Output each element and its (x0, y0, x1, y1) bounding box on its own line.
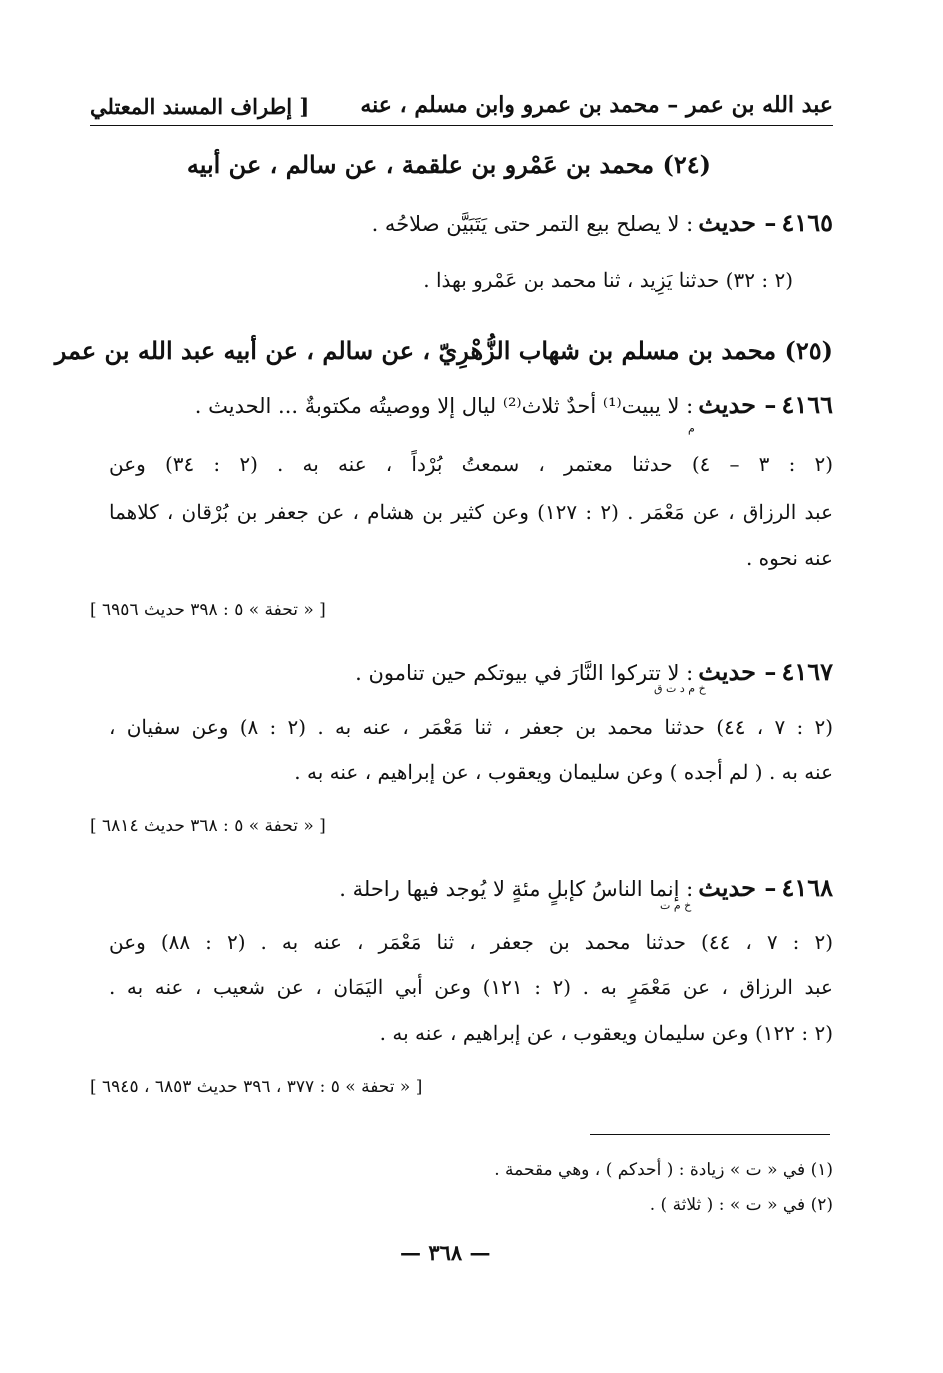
hadith-4167-chain-line-1: (٢ : ٧ ، ٤٤) حدثنا محمد بن جعفر ، ثنا مَعْمَر ، عنه به . (٢ : ٨) وعن سفيان ، (109, 715, 834, 739)
hadith-4165 (372, 208, 833, 237)
hadith-4165-chain: (٢ : ٣٢) حدثنا يَزِيد ، ثنا محمد بن عَمْرو بهذا . (423, 268, 793, 292)
hadith-number: ٤١٦٥ (781, 208, 833, 237)
footnote-rule (590, 1134, 830, 1135)
hadith-4168 (339, 873, 833, 902)
tuhfa-reference: [ « تحفة » ٥ : ٣٦٨ حديث ٦٨١٤ ] (90, 816, 326, 836)
hadith-number: ٤١٦٨ (781, 873, 833, 902)
hadith-label: – حديث (698, 208, 777, 237)
tuhfa-reference: [ « تحفة » ٥ : ٣٩٨ حديث ٦٩٥٦ ] (90, 600, 326, 620)
hadith-4166-chain-line-1: (٢ : ٣ – ٤) حدثنا معتمر ، سمعتُ بُرْداً ، عنه به . (٢ : ٣٤) وعن (109, 452, 834, 476)
hadith-4168-chain-line-3: (٢ : ١٢٢) وعن سليمان ويعقوب ، عن إبراهيم ، عنه به . (379, 1021, 833, 1045)
hadith-text: : إنما الناسُ كإبلٍ مئةٍ لا يُوجد فيها راحلة . (339, 877, 694, 901)
hadith-4168-chain-line-2: عبد الرزاق ، عن مَعْمَرٍ به . (٢ : ١٢١) وعن أبي اليَمَان ، عن شعيب ، عنه به . (109, 975, 833, 999)
hadith-4166 (195, 390, 833, 419)
chapter-heading-25: (٢٥) محمد بن مسلم بن شهاب الزُّهْرِيّ ، عن سالم ، عن أبيه عبد الله بن عمر (54, 336, 833, 365)
hadith-4166-chain-line-3: عنه نحوه . (745, 546, 833, 570)
hadith-4167-chain-line-2: عنه به . ( لم أجده ) وعن سليمان ويعقوب ، عن إبراهيم ، عنه به . (294, 760, 833, 784)
hadith-sigla: خ م ت (660, 899, 692, 912)
hadith-text: : لا يبيت⁽¹⁾ أحدٌ ثلاث⁽²⁾ ليال إلا ووصيتُه مكتوبةٌ ... الحديث . (194, 394, 694, 418)
hadith-text: : لا تتركوا النَّارَ في بيوتكم حين تنامون . (355, 661, 694, 685)
header-rule (90, 125, 833, 126)
hadith-4168-chain-line-1: (٢ : ٧ ، ٤٤) حدثنا محمد بن جعفر ، ثنا مَعْمَر ، عنه به . (٢ : ٨٨) وعن (109, 930, 833, 954)
hadith-sigla: م (688, 422, 695, 435)
hadith-sigla: خ م د ت ق (654, 682, 706, 695)
hadith-label: – حديث (698, 390, 777, 419)
hadith-label: – حديث (698, 873, 777, 902)
chapter-heading-24: (٢٤) محمد بن عَمْرو بن علقمة ، عن سالم ، عن أبيه (186, 150, 711, 179)
running-header-title: عبد الله بن عمر – محمد بن عمرو وابن مسلم ، عنه (360, 92, 833, 118)
hadith-text: : لا يصلح بيع التمر حتى يَتَبَيَّن صلاحُه . (371, 212, 694, 236)
footnote-1: (١) في « ت » زيادة : ( أحدكم ) ، وهي مقحمة . (494, 1160, 833, 1180)
hadith-4166-chain-line-2: عبد الرزاق ، عن مَعْمَر . (٢ : ١٢٧) وعن كثير بن هشام ، عن جعفر بن بُرْقان ، كلاهما (109, 500, 833, 524)
running-header-book: [ إطراف المسند المعتلي (90, 94, 310, 119)
hadith-number: ٤١٦٧ (781, 657, 833, 686)
footnote-2: (٢) في « ت » : ( ثلاثة ) . (649, 1195, 833, 1215)
tuhfa-reference: [ « تحفة » ٥ : ٣٧٧ ، ٣٩٦ حديث ٦٨٥٣ ، ٦٩٤٥ ] (90, 1077, 423, 1097)
hadith-label: – حديث (698, 657, 777, 686)
page-number: — ٣٦٨ — (400, 1240, 491, 1265)
hadith-number: ٤١٦٦ (781, 390, 833, 419)
hadith-4167 (355, 657, 833, 686)
